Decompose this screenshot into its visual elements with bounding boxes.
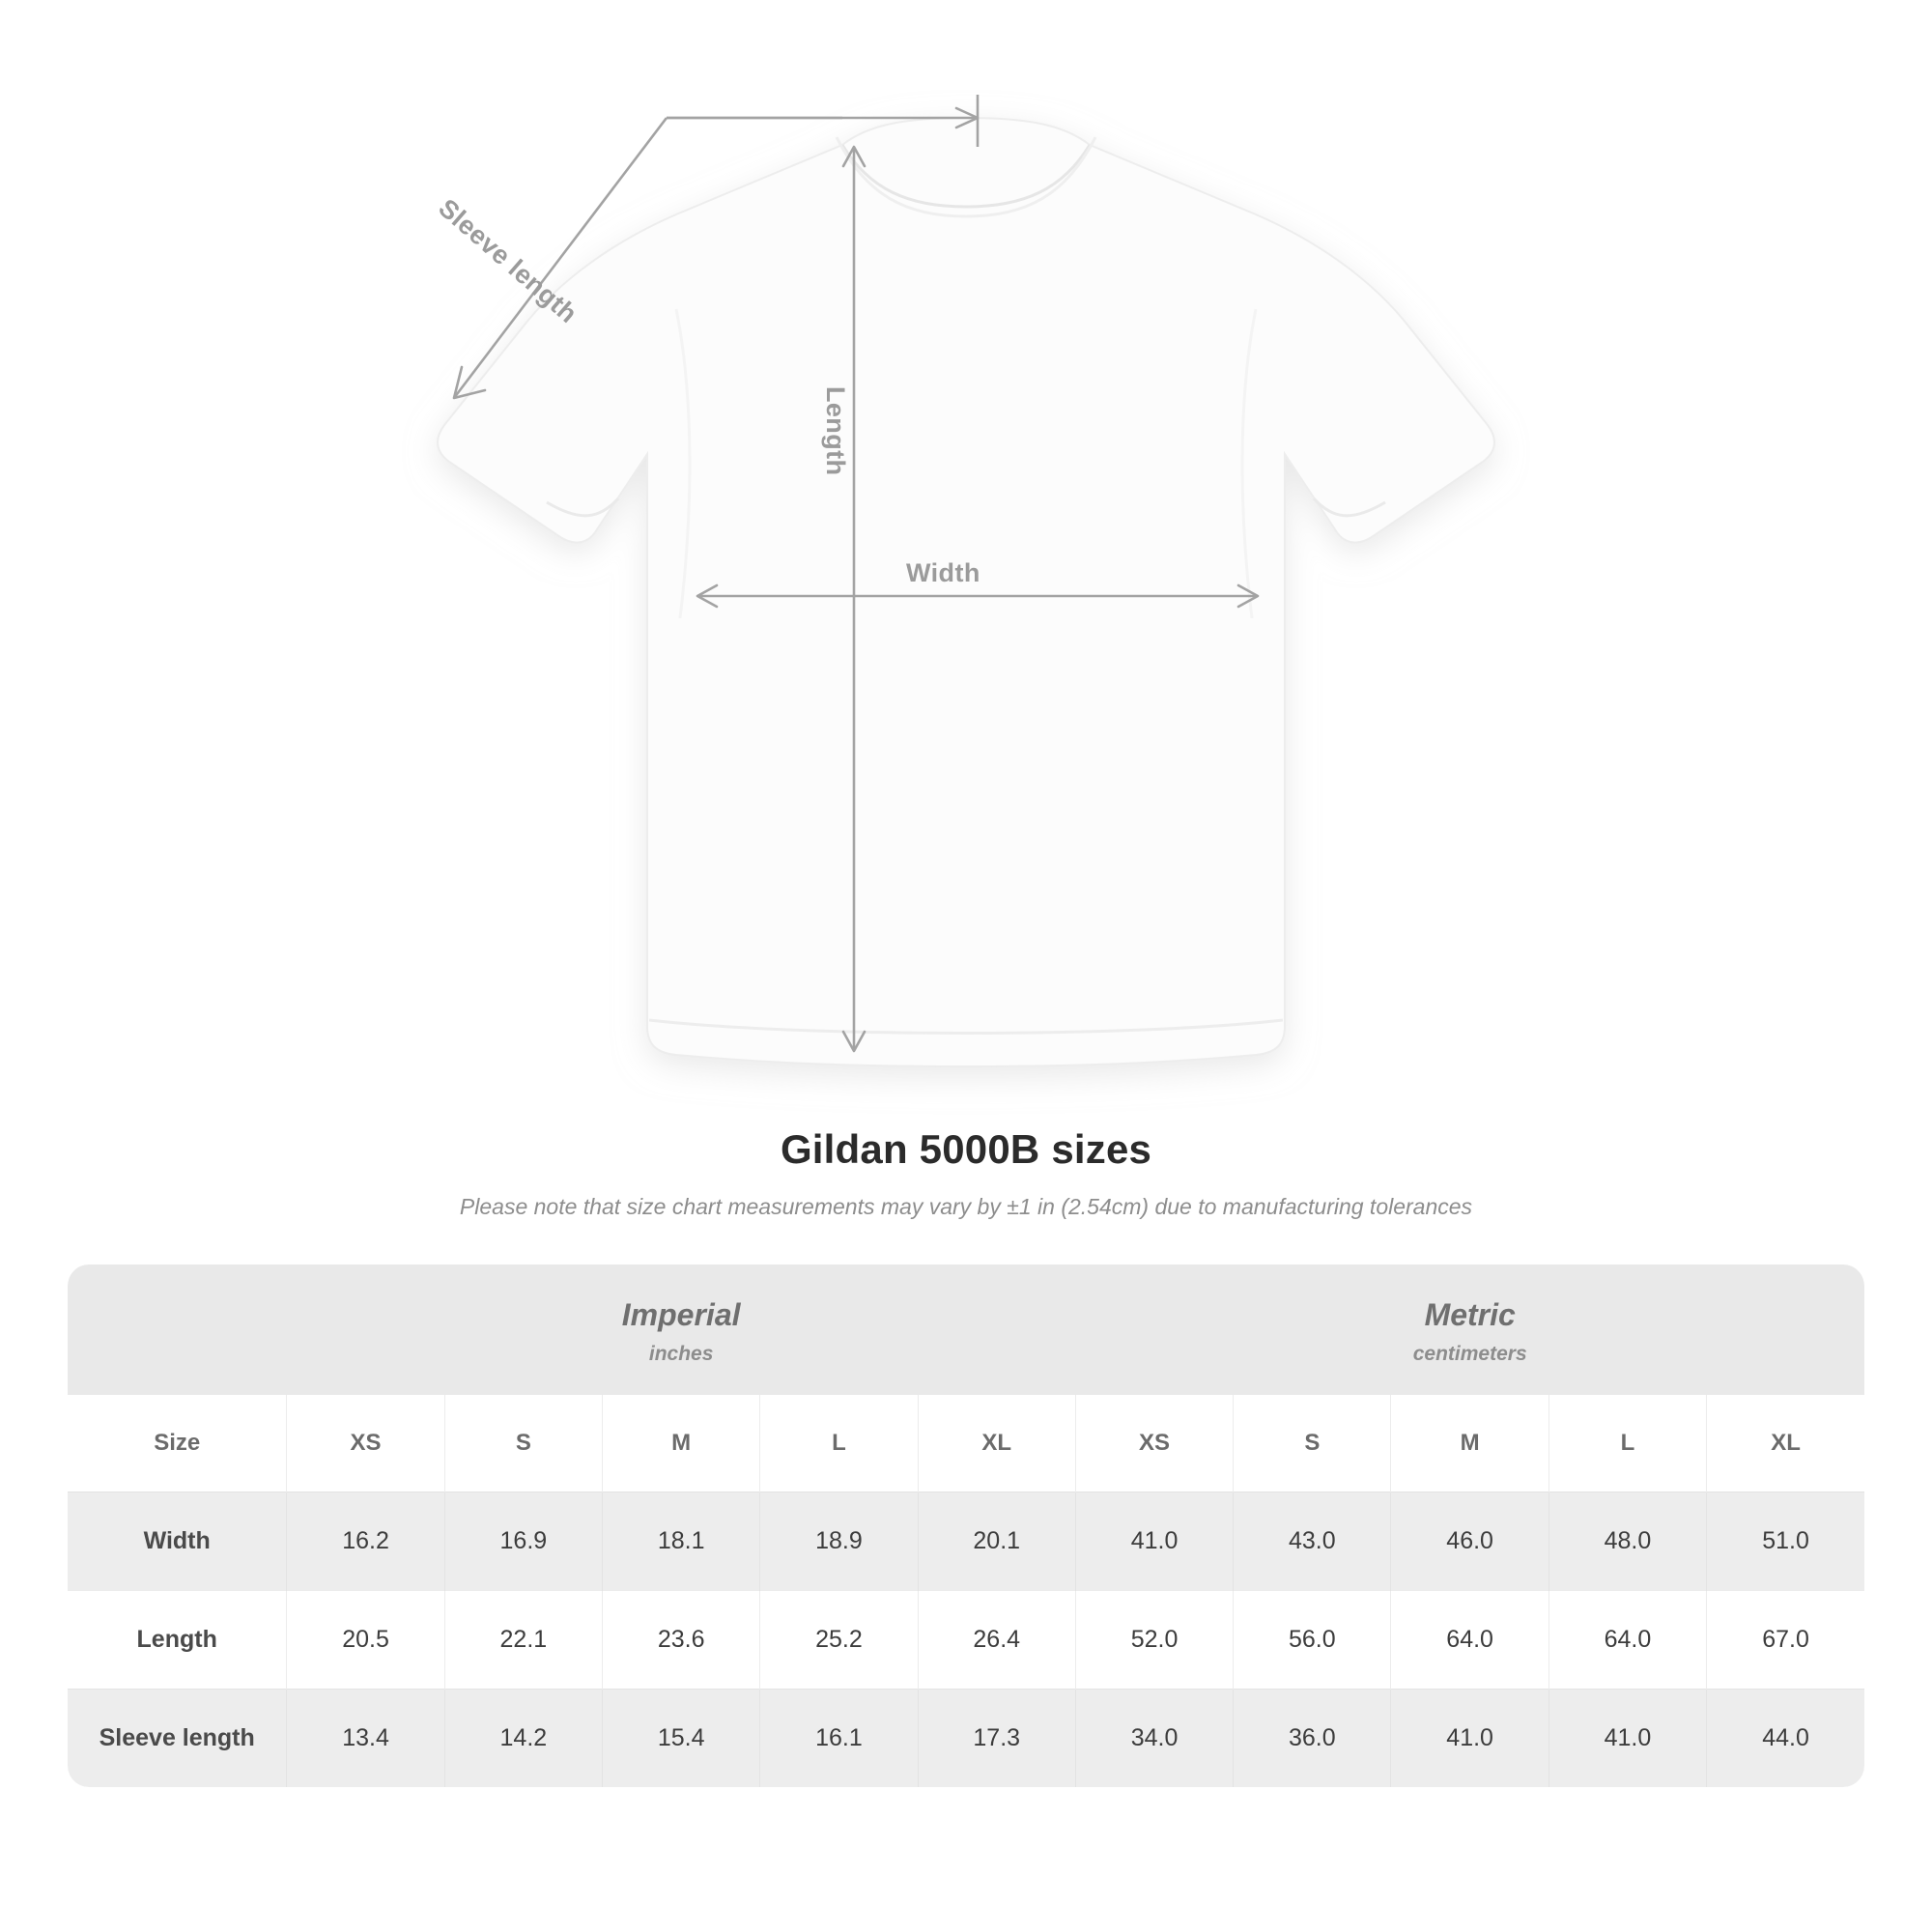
- cell-width-metric-l: 48.0: [1548, 1492, 1706, 1591]
- unit-header-spacer: [68, 1264, 287, 1395]
- unit-header-row: [68, 1264, 1864, 1395]
- unit-header-metric: [1075, 1264, 1864, 1395]
- cell-length-metric-xl: 67.0: [1707, 1591, 1864, 1690]
- unit-header-imperial: [287, 1264, 1075, 1395]
- cell-length-metric-l: 64.0: [1548, 1591, 1706, 1690]
- cell-width-metric-s: 43.0: [1234, 1492, 1391, 1591]
- unit-sub-metric: centimeters: [1412, 1343, 1527, 1365]
- page-title: Gildan 5000B sizes: [780, 1126, 1152, 1172]
- cell-width-metric-xl: 51.0: [1707, 1492, 1864, 1591]
- unit-sub-imperial: inches: [648, 1343, 714, 1365]
- cell-length-imperial-xl: 26.4: [918, 1591, 1075, 1690]
- cell-sleeve-metric-xs: 34.0: [1075, 1690, 1233, 1788]
- cell-sleeve-metric-xl: 44.0: [1707, 1690, 1864, 1788]
- cell-length-imperial-l: 25.2: [760, 1591, 918, 1690]
- label-width: Width: [906, 558, 980, 587]
- row-label-width: Width: [68, 1492, 287, 1591]
- cell-sleeve-imperial-xs: 13.4: [287, 1690, 444, 1788]
- label-length: Length: [821, 386, 850, 476]
- unit-name-imperial: Imperial: [621, 1297, 741, 1332]
- cell-width-imperial-l: 18.9: [760, 1492, 918, 1591]
- column-header-size: Size: [68, 1395, 287, 1492]
- cell-length-metric-m: 64.0: [1391, 1591, 1548, 1690]
- table-row: [68, 1492, 1864, 1591]
- column-header-imperial-m: M: [603, 1395, 760, 1492]
- cell-width-imperial-m: 18.1: [603, 1492, 760, 1591]
- cell-width-imperial-xs: 16.2: [287, 1492, 444, 1591]
- cell-sleeve-metric-s: 36.0: [1234, 1690, 1391, 1788]
- cell-sleeve-imperial-m: 15.4: [603, 1690, 760, 1788]
- column-header-imperial-s: S: [444, 1395, 602, 1492]
- column-header-imperial-xs: XS: [287, 1395, 444, 1492]
- cell-sleeve-imperial-xl: 17.3: [918, 1690, 1075, 1788]
- column-header-metric-xs: XS: [1075, 1395, 1233, 1492]
- cell-length-metric-s: 56.0: [1234, 1591, 1391, 1690]
- table-row: [68, 1591, 1864, 1690]
- cell-sleeve-imperial-l: 16.1: [760, 1690, 918, 1788]
- cell-sleeve-imperial-s: 14.2: [444, 1690, 602, 1788]
- column-header-metric-xl: XL: [1707, 1395, 1864, 1492]
- column-header-metric-l: L: [1548, 1395, 1706, 1492]
- cell-width-metric-xs: 41.0: [1075, 1492, 1233, 1591]
- unit-name-metric: Metric: [1424, 1297, 1516, 1332]
- size-table-wrapper: [68, 1264, 1864, 1787]
- column-header-imperial-l: L: [760, 1395, 918, 1492]
- cell-length-metric-xs: 52.0: [1075, 1591, 1233, 1690]
- cell-width-metric-m: 46.0: [1391, 1492, 1548, 1591]
- label-sleeve-length: Sleeve length: [433, 193, 583, 329]
- column-header-metric-m: M: [1391, 1395, 1548, 1492]
- cell-width-imperial-s: 16.9: [444, 1492, 602, 1591]
- cell-length-imperial-xs: 20.5: [287, 1591, 444, 1690]
- row-label-length: Length: [68, 1591, 287, 1690]
- cell-length-imperial-s: 22.1: [444, 1591, 602, 1690]
- tshirt-shape: [438, 118, 1494, 1066]
- title-block: [0, 1126, 1932, 1220]
- cell-sleeve-metric-m: 41.0: [1391, 1690, 1548, 1788]
- cell-sleeve-metric-l: 41.0: [1548, 1690, 1706, 1788]
- size-header-row: [68, 1395, 1864, 1492]
- column-header-imperial-xl: XL: [918, 1395, 1075, 1492]
- table-row: [68, 1690, 1864, 1788]
- tolerance-note: Please note that size chart measurements may vary by ±1 in (2.54cm) due to manufacturing tolerances: [459, 1194, 1473, 1219]
- row-label-sleeve-length: Sleeve length: [68, 1690, 287, 1788]
- size-table: [68, 1264, 1864, 1787]
- cell-length-imperial-m: 23.6: [603, 1591, 760, 1690]
- column-header-metric-s: S: [1234, 1395, 1391, 1492]
- cell-width-imperial-xl: 20.1: [918, 1492, 1075, 1591]
